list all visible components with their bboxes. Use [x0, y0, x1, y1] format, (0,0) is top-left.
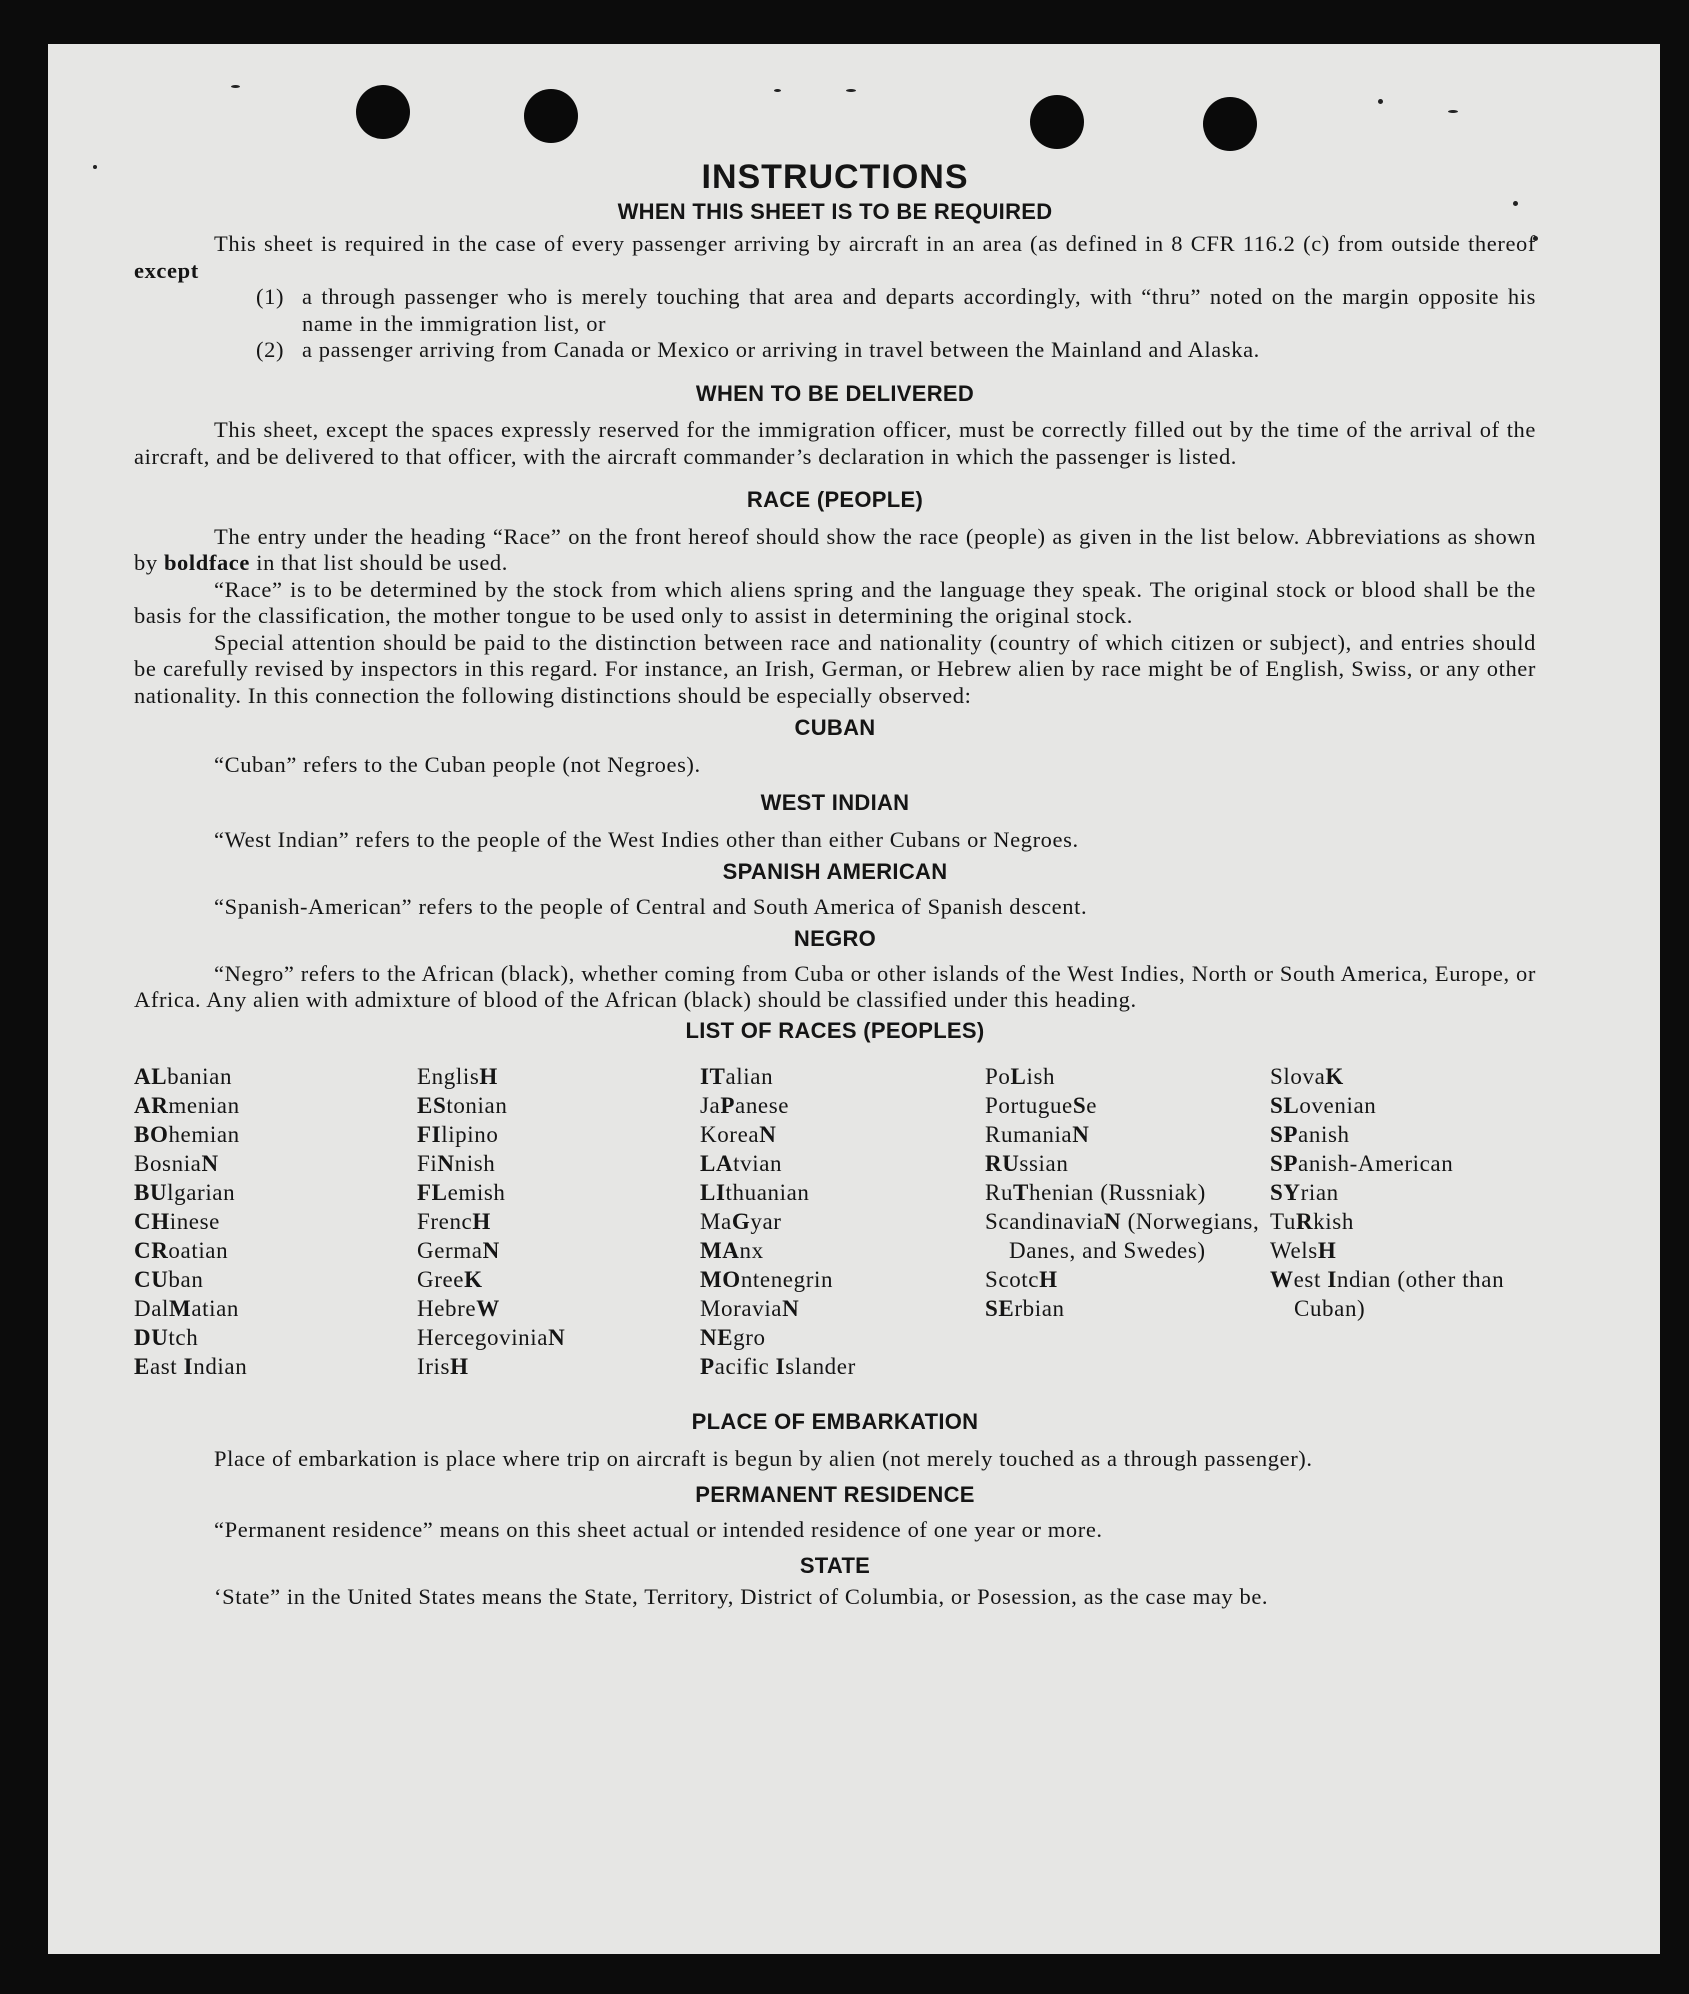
embarkation-text: Place of embarkation is place where trip on aircraft is begun by alien (not merely touched as a through passenger).	[214, 1445, 1313, 1471]
race-abbrev-bold: H	[450, 1354, 469, 1379]
race-text: gro	[733, 1325, 766, 1350]
race-text: tvian	[733, 1151, 783, 1176]
race-text: ish	[1026, 1064, 1056, 1089]
race-entry	[1270, 1062, 1536, 1091]
section-heading-required: WHEN THIS SHEET IS TO BE REQUIRED	[617, 198, 1053, 224]
paper-speck	[1378, 99, 1383, 104]
race-text: Englis	[417, 1064, 480, 1089]
race-abbrev-bold: CH	[134, 1209, 170, 1234]
race-text: ast	[149, 1354, 184, 1379]
race-entry	[700, 1265, 985, 1294]
race-abbrev-bold: MA	[700, 1238, 740, 1263]
race-abbrev-bold: CR	[134, 1238, 169, 1263]
race-abbrev-bold: K	[464, 1267, 483, 1292]
race-text: Portugue	[985, 1093, 1073, 1118]
race-abbrev-bold: LI	[700, 1180, 726, 1205]
section-heading-races-list: LIST OF RACES (PEOPLES)	[685, 1017, 985, 1043]
race-abbrev-bold: G	[731, 1209, 751, 1234]
section-heading-spanish-american: SPANISH AMERICAN	[722, 859, 948, 884]
race-entry	[985, 1091, 1270, 1120]
race-text: ndian (other than Cuban)	[1294, 1267, 1505, 1321]
race-abbrev-bold: N	[1072, 1122, 1090, 1147]
punch-hole	[1030, 95, 1084, 149]
race-abbrev-bold: FI	[417, 1122, 442, 1147]
race-entry	[700, 1062, 985, 1091]
race-entry	[700, 1236, 985, 1265]
race-text: Dal	[134, 1296, 170, 1321]
race-text: thuanian	[725, 1180, 810, 1205]
race-abbrev-bold: N	[759, 1122, 777, 1147]
section-heading-west-indian: WEST INDIAN	[760, 790, 910, 815]
race-text: anish-American	[1298, 1151, 1454, 1176]
race-text: banian	[167, 1064, 233, 1089]
race-entry	[700, 1120, 985, 1149]
race-entry	[985, 1149, 1270, 1178]
paper-speck	[1448, 110, 1458, 113]
race-text: rian	[1300, 1180, 1339, 1205]
race-abbrev-bold: SE	[985, 1296, 1015, 1321]
race-text: nx	[739, 1238, 764, 1263]
list-item	[134, 337, 1536, 364]
race-text: anese	[735, 1093, 790, 1118]
race-abbrev-bold: BU	[134, 1180, 168, 1205]
cuban-text: “Cuban” refers to the Cuban people (not Negroes).	[214, 751, 701, 777]
race-entry	[1270, 1091, 1536, 1120]
races-list	[134, 1062, 1536, 1381]
race-abbrev-bold: LA	[700, 1151, 734, 1176]
race-text: Fi	[417, 1151, 438, 1176]
race-text: alian	[725, 1064, 774, 1089]
race-abbrev-bold: S	[1072, 1093, 1087, 1118]
race-text: emish	[447, 1180, 506, 1205]
race-text: tonian	[446, 1093, 508, 1118]
race-p1-text-a: The entry under the heading “Race” on the front hereof should show the race (people) as given in the list below. Abbreviations as shown by	[134, 523, 1536, 575]
race-abbrev-bold: FL	[417, 1180, 448, 1205]
section-heading-delivered: WHEN TO BE DELIVERED	[695, 380, 975, 406]
race-paragraph-3: Special attention should be paid to the distinction between race and nationality (country of which citizen or subject), and entries should be carefully revised by inspectors in this regard. For instance, an Irish, German, or Hebrew alien by race might be of English, Swiss, or any other nationality. In this connection the following distinctions should be especially observed:	[134, 629, 1536, 708]
race-abbrev-bold: H	[1039, 1267, 1058, 1292]
required-intro-text: This sheet is required in the case of every passenger arriving by aircraft in an area (as defined in 8 CFR 116.2 (c) from outside thereof	[214, 231, 1536, 256]
list-item-text: a passenger arriving from Canada or Mexico or arriving in travel between the Mainland and Alaska.	[302, 337, 1260, 362]
race-abbrev-bold: L	[1010, 1064, 1027, 1089]
race-abbrev-bold: M	[169, 1296, 192, 1321]
race-entry	[1270, 1265, 1536, 1323]
delivered-text: This sheet, except the spaces expressly reserved for the immigration officer, must be correctly filled out by the time of the arrival of the aircraft, and be delivered to that officer, with the aircraft commander’s declaration in which the passenger is listed.	[134, 417, 1536, 469]
race-entry	[985, 1062, 1270, 1091]
race-abbrev-bold: NE	[700, 1325, 734, 1350]
race-abbrev-bold: CU	[134, 1267, 169, 1292]
race-text: tch	[168, 1325, 199, 1350]
race-text: atian	[191, 1296, 240, 1321]
race-text: yar	[750, 1209, 782, 1234]
race-entry	[134, 1294, 417, 1323]
race-text: ssian	[1019, 1151, 1069, 1176]
race-entry	[417, 1323, 700, 1352]
race-entry	[417, 1149, 700, 1178]
race-abbrev-bold: BO	[134, 1122, 169, 1147]
race-text: Ru	[985, 1180, 1014, 1205]
race-abbrev-bold: SP	[1270, 1151, 1299, 1176]
race-text: Scotc	[985, 1267, 1040, 1292]
race-entry	[700, 1207, 985, 1236]
race-text: henian (Russniak)	[1029, 1180, 1206, 1205]
race-abbrev-bold: AL	[134, 1064, 168, 1089]
race-entry	[700, 1149, 985, 1178]
race-entry	[134, 1178, 417, 1207]
punch-hole	[524, 89, 578, 143]
punch-hole	[356, 85, 410, 139]
document-sheet	[48, 44, 1660, 1954]
race-entry	[134, 1062, 417, 1091]
race-paragraph-2: “Race” is to be determined by the stock from which aliens spring and the language they speak. The original stock or blood shall be the basis for the classification, the mother tongue to be used only to assist in determining the original stock.	[134, 576, 1536, 628]
race-abbrev-bold: SY	[1270, 1180, 1301, 1205]
negro-text: “Negro” refers to the African (black), whether coming from Cuba or other islands of the West Indies, North or South America, Europe, or Africa. Any alien with admixture of blood of the African (black) should be classified under this heading.	[134, 960, 1536, 1012]
race-abbrev-bold: N	[437, 1151, 455, 1176]
race-p1-text-b: in that list should be used.	[256, 550, 509, 575]
paper-speck	[231, 85, 240, 88]
race-text: Rumania	[985, 1122, 1073, 1147]
race-abbrev-bold: I	[183, 1354, 194, 1379]
race-entry	[134, 1265, 417, 1294]
race-abbrev-bold: N	[1104, 1209, 1122, 1234]
race-entry	[417, 1120, 700, 1149]
paper-speck	[774, 89, 781, 92]
page-title: INSTRUCTIONS	[701, 158, 969, 196]
race-text: Hebre	[417, 1296, 477, 1321]
races-column	[985, 1062, 1270, 1381]
race-abbrev-bold: W	[1270, 1267, 1294, 1292]
race-text: anish	[1298, 1122, 1350, 1147]
race-entry	[1270, 1236, 1536, 1265]
race-text: Germa	[417, 1238, 483, 1263]
races-column	[1270, 1062, 1536, 1381]
race-text: Scandinavia	[985, 1209, 1105, 1234]
race-entry	[417, 1294, 700, 1323]
race-entry	[700, 1323, 985, 1352]
race-abbrev-bold: H	[479, 1064, 498, 1089]
section-heading-race: RACE (PEOPLE)	[746, 487, 924, 512]
race-entry	[985, 1265, 1270, 1294]
race-text: Moravia	[700, 1296, 783, 1321]
race-abbrev-bold: I	[775, 1354, 786, 1379]
list-item-number: (2)	[256, 337, 285, 362]
race-abbrev-bold: N	[482, 1238, 500, 1263]
paper-speck	[93, 165, 97, 169]
race-text: Hercegovinia	[417, 1325, 549, 1350]
races-column	[700, 1062, 985, 1381]
race-entry	[700, 1294, 985, 1323]
race-abbrev-bold: DU	[134, 1325, 169, 1350]
race-text: acific	[714, 1354, 776, 1379]
race-abbrev-bold: SL	[1270, 1093, 1300, 1118]
race-entry	[1270, 1207, 1536, 1236]
race-paragraph-1	[134, 524, 1536, 577]
race-text: est	[1293, 1267, 1328, 1292]
state-text: ‘State” in the United States means the State, Territory, District of Columbia, or Posession, as the case may be.	[214, 1583, 1269, 1609]
required-intro	[134, 231, 1536, 284]
race-entry	[134, 1091, 417, 1120]
race-text: kish	[1313, 1209, 1354, 1234]
race-abbrev-bold: IT	[700, 1064, 726, 1089]
race-entry	[417, 1062, 700, 1091]
race-text: Tu	[1270, 1209, 1296, 1234]
race-abbrev-bold: P	[700, 1354, 715, 1379]
race-abbrev-bold: E	[134, 1354, 150, 1379]
section-heading-residence: PERMANENT RESIDENCE	[695, 1482, 975, 1507]
race-entry	[134, 1236, 417, 1265]
race-text: Ma	[700, 1209, 732, 1234]
race-entry	[700, 1352, 985, 1381]
list-item-text: a through passenger who is merely touching that area and departs accordingly, with “thru” noted on the margin opposite his name in the immigration list, or	[302, 284, 1536, 336]
race-entry	[700, 1178, 985, 1207]
race-abbrev-bold: N	[548, 1325, 566, 1350]
race-text: Po	[985, 1064, 1011, 1089]
residence-text: “Permanent residence” means on this sheet actual or intended residence of one year or more.	[214, 1516, 1103, 1542]
race-entry	[985, 1120, 1270, 1149]
paper-speck	[846, 89, 856, 92]
race-entry	[134, 1323, 417, 1352]
race-text: Gree	[417, 1267, 465, 1292]
race-entry	[417, 1236, 700, 1265]
race-entry	[700, 1091, 985, 1120]
race-abbrev-bold: N	[201, 1151, 219, 1176]
race-text: ntenegrin	[740, 1267, 834, 1292]
section-heading-embarkation: PLACE OF EMBARKATION	[691, 1409, 979, 1434]
section-heading-state: STATE	[799, 1553, 871, 1578]
race-text: Iris	[417, 1354, 451, 1379]
race-text: Slova	[1270, 1064, 1326, 1089]
race-abbrev-bold: AR	[134, 1093, 169, 1118]
race-entry	[1270, 1120, 1536, 1149]
race-entry	[1270, 1178, 1536, 1207]
race-abbrev-bold: SP	[1270, 1122, 1299, 1147]
race-abbrev-bold: I	[1327, 1267, 1337, 1292]
race-abbrev-bold: W	[476, 1296, 500, 1321]
race-abbrev-bold: N	[782, 1296, 800, 1321]
race-text: (Norwegians, Danes, and Swedes)	[1009, 1209, 1260, 1263]
punch-hole	[1203, 97, 1257, 151]
race-abbrev-bold: RU	[985, 1151, 1020, 1176]
race-text: ban	[168, 1267, 204, 1292]
race-abbrev-bold: P	[720, 1093, 736, 1118]
race-text: Bosnia	[134, 1151, 202, 1176]
race-entry	[417, 1207, 700, 1236]
race-entry	[134, 1352, 417, 1381]
west-indian-text: “West Indian” refers to the people of the West Indies other than either Cubans or Negroes.	[214, 826, 1079, 852]
race-abbrev-bold: R	[1295, 1209, 1314, 1234]
spanish-american-text: “Spanish-American” refers to the people of Central and South America of Spanish descent.	[214, 893, 1088, 919]
race-entry	[417, 1178, 700, 1207]
race-entry	[417, 1352, 700, 1381]
race-entry	[134, 1120, 417, 1149]
race-abbrev-bold: H	[1317, 1238, 1337, 1263]
race-entry	[985, 1178, 1270, 1207]
race-text: Wels	[1270, 1238, 1318, 1263]
race-p1-bold: boldface	[163, 550, 250, 575]
race-abbrev-bold: T	[1013, 1180, 1029, 1205]
race-entry	[1270, 1149, 1536, 1178]
race-entry	[985, 1294, 1270, 1323]
section-heading-cuban: CUBAN	[794, 715, 876, 740]
race-text: rbian	[1014, 1296, 1065, 1321]
race-text: nish	[454, 1151, 496, 1176]
race-entry	[134, 1207, 417, 1236]
races-column	[134, 1062, 417, 1381]
race-entry	[134, 1149, 417, 1178]
required-intro-bold: except	[134, 257, 199, 283]
instructions-content	[134, 158, 1536, 1610]
race-text: Frenc	[417, 1209, 473, 1234]
race-text: lgarian	[167, 1180, 236, 1205]
race-abbrev-bold: MO	[700, 1267, 741, 1292]
race-text: oatian	[168, 1238, 229, 1263]
race-text: e	[1086, 1093, 1098, 1118]
race-text: ndian	[193, 1354, 248, 1379]
race-entry	[417, 1091, 700, 1120]
race-text: ovenian	[1299, 1093, 1377, 1118]
race-text: slander	[785, 1354, 856, 1379]
race-abbrev-bold: H	[472, 1209, 491, 1234]
race-entry	[417, 1265, 700, 1294]
race-text: hemian	[168, 1122, 240, 1147]
race-abbrev-bold: K	[1325, 1064, 1344, 1089]
race-entry	[985, 1207, 1270, 1265]
race-text: Ja	[700, 1093, 721, 1118]
list-item	[134, 284, 1536, 337]
races-column	[417, 1062, 700, 1381]
list-item-number: (1)	[256, 284, 285, 309]
race-text: Korea	[700, 1122, 760, 1147]
section-heading-negro: NEGRO	[793, 926, 877, 951]
race-text: lipino	[441, 1122, 499, 1147]
race-text: menian	[168, 1093, 240, 1118]
race-abbrev-bold: ES	[417, 1093, 447, 1118]
race-text: inese	[169, 1209, 220, 1234]
